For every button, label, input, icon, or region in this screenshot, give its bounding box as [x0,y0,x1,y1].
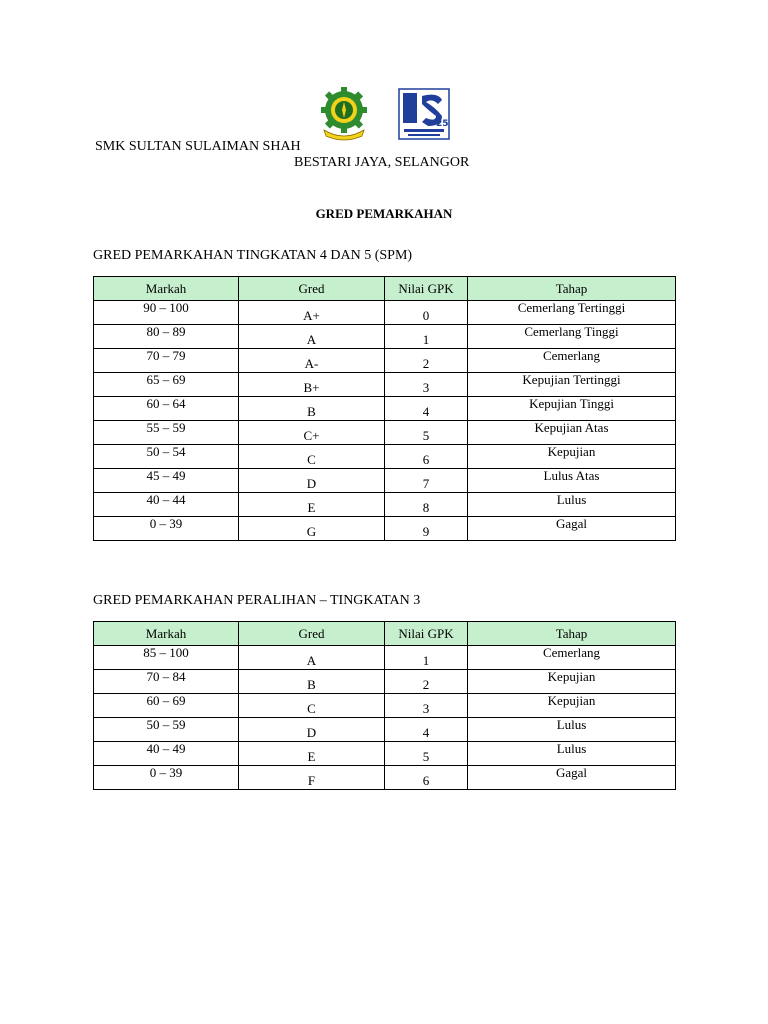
nilai-gpk-cell [385,670,468,694]
markah-cell [94,493,239,517]
tahap-cell-text: Kepujian [547,443,596,459]
markah-cell-text: 90 – 100 [143,299,189,315]
markah-cell-text: 85 – 100 [143,644,189,660]
table-row [94,766,676,790]
markah-cell-text: 70 – 79 [146,347,186,363]
nilai-gpk-cell [385,493,468,517]
tahap-cell [468,694,676,718]
gred-cell-text: A+ [303,307,320,323]
gred-cell-text: C+ [303,427,320,443]
table-row [94,421,676,445]
nilai-gpk-cell [385,718,468,742]
gred-cell-text: C [307,451,316,467]
tahap-cell [468,349,676,373]
tahap-cell [468,742,676,766]
markah-cell-text: 40 – 44 [146,491,186,507]
table-header-row [94,277,676,301]
gred-cell-text: G [306,523,317,539]
markah-cell-text: 70 – 84 [146,668,186,684]
section-title-peralihan: GRED PEMARKAHAN PERALIHAN – TINGKATAN 3 [93,593,421,608]
markah-cell-text: 0 – 39 [149,764,183,780]
nilai-gpk-cell [385,469,468,493]
nilai-gpk-cell-text: 5 [422,427,430,443]
markah-cell [94,646,239,670]
gred-cell [239,766,385,790]
gred-cell-text: B [307,676,316,692]
gred-cell [239,301,385,325]
gred-cell-text: A- [304,355,319,371]
tahap-cell-text: Cemerlang Tinggi [524,323,619,339]
nilai-gpk-cell-text: 3 [422,700,430,716]
anniversary-logo [398,88,450,140]
tahap-cell [468,493,676,517]
markah-cell [94,349,239,373]
nilai-gpk-cell-text: 7 [422,475,430,491]
column-header: Tahap [468,622,676,646]
gred-cell [239,397,385,421]
tahap-cell-text: Gagal [555,764,588,780]
tahap-cell [468,766,676,790]
grade-table-spm [93,276,676,541]
nilai-gpk-cell-text: 6 [422,451,430,467]
table-row [94,301,676,325]
table-row [94,694,676,718]
page-title: GRED PEMARKAHAN [315,206,453,221]
nilai-gpk-cell [385,397,468,421]
gred-cell [239,517,385,541]
tahap-cell [468,646,676,670]
tahap-cell [468,373,676,397]
gred-cell-text: E [307,499,316,515]
tahap-cell [468,397,676,421]
markah-cell [94,325,239,349]
nilai-gpk-cell-text: 6 [422,772,430,788]
tahap-cell-text: Lulus Atas [543,467,600,483]
markah-cell [94,517,239,541]
table-header-row [94,622,676,646]
tahap-cell-text: Kepujian [547,668,596,684]
table-row [94,349,676,373]
tahap-cell-text: Lulus [556,491,587,507]
markah-cell-text: 60 – 69 [146,692,186,708]
nilai-gpk-cell-text: 5 [422,748,430,764]
markah-cell [94,766,239,790]
tahap-cell [468,469,676,493]
tahap-cell [468,718,676,742]
nilai-gpk-cell-text: 1 [422,331,430,347]
section-title-spm: GRED PEMARKAHAN TINGKATAN 4 DAN 5 (SPM) [93,248,413,263]
nilai-gpk-cell [385,694,468,718]
tahap-cell [468,301,676,325]
markah-cell-text: 80 – 89 [146,323,186,339]
gred-cell [239,646,385,670]
nilai-gpk-cell [385,301,468,325]
table-row [94,445,676,469]
tahap-cell-text: Gagal [555,515,588,531]
markah-cell-text: 55 – 59 [146,419,186,435]
gred-cell-text: D [306,475,317,491]
nilai-gpk-cell [385,646,468,670]
table-row [94,325,676,349]
gred-cell [239,469,385,493]
nilai-gpk-cell-text: 4 [422,724,430,740]
table-row [94,742,676,766]
column-header: Nilai GPK [385,277,468,301]
gred-cell [239,493,385,517]
column-header: Markah [94,277,239,301]
markah-cell-text: 45 – 49 [146,467,186,483]
markah-cell-text: 60 – 64 [146,395,186,411]
nilai-gpk-cell [385,766,468,790]
markah-cell [94,718,239,742]
school-address: BESTARI JAYA, SELANGOR [294,155,470,170]
nilai-gpk-cell-text: 0 [422,307,430,323]
gred-cell-text: D [306,724,317,740]
gred-cell-text: C [307,700,316,716]
tahap-cell [468,421,676,445]
gred-cell [239,718,385,742]
table-row [94,517,676,541]
markah-cell-text: 40 – 49 [146,740,186,756]
nilai-gpk-cell-text: 8 [422,499,430,515]
markah-cell-text: 50 – 54 [146,443,186,459]
markah-cell [94,445,239,469]
table-row [94,397,676,421]
column-header: Gred [239,277,385,301]
gred-cell [239,421,385,445]
markah-cell-text: 65 – 69 [146,371,186,387]
logo-number-text: 25 [436,119,449,129]
grade-table-peralihan [93,621,676,790]
nilai-gpk-cell [385,517,468,541]
tahap-cell-text: Cemerlang Tertinggi [517,299,626,315]
markah-cell-text: 50 – 59 [146,716,186,732]
school-crest-logo [318,86,370,142]
school-name: SMK SULTAN SULAIMAN SHAH [95,139,301,154]
tahap-cell [468,517,676,541]
column-header: Nilai GPK [385,622,468,646]
tahap-cell [468,670,676,694]
tahap-cell [468,445,676,469]
tahap-cell-text: Lulus [556,740,587,756]
table-row [94,670,676,694]
markah-cell [94,421,239,445]
tahap-cell-text: Cemerlang [542,644,601,660]
tahap-cell-text: Kepujian Atas [534,419,609,435]
nilai-gpk-cell [385,373,468,397]
gred-cell [239,670,385,694]
table-row [94,718,676,742]
nilai-gpk-cell-text: 2 [422,676,430,692]
markah-cell [94,694,239,718]
markah-cell [94,301,239,325]
gred-cell [239,349,385,373]
gred-cell [239,694,385,718]
column-header: Markah [94,622,239,646]
markah-cell [94,742,239,766]
gred-cell-text: A [306,652,317,668]
tahap-cell-text: Kepujian Tinggi [529,395,614,411]
gred-cell-text: E [307,748,316,764]
nilai-gpk-cell-text: 4 [422,403,430,419]
column-header: Gred [239,622,385,646]
gred-cell [239,325,385,349]
nilai-gpk-cell-text: 3 [422,379,430,395]
gred-cell [239,742,385,766]
table-row [94,646,676,670]
tahap-cell-text: Kepujian [547,692,596,708]
nilai-gpk-cell-text: 2 [422,355,430,371]
nilai-gpk-cell [385,742,468,766]
nilai-gpk-cell-text: 9 [422,523,430,539]
tahap-cell-text: Lulus [556,716,587,732]
gred-cell [239,445,385,469]
tahap-cell [468,325,676,349]
tahap-cell-text: Cemerlang [542,347,601,363]
markah-cell-text: 0 – 39 [149,515,183,531]
nilai-gpk-cell [385,445,468,469]
markah-cell [94,373,239,397]
table-row [94,469,676,493]
nilai-gpk-cell [385,325,468,349]
table-row [94,493,676,517]
nilai-gpk-cell [385,349,468,373]
gred-cell-text: A [306,331,317,347]
markah-cell [94,397,239,421]
markah-cell [94,469,239,493]
gred-cell [239,373,385,397]
nilai-gpk-cell [385,421,468,445]
markah-cell [94,670,239,694]
nilai-gpk-cell-text: 1 [422,652,430,668]
column-header: Tahap [468,277,676,301]
gred-cell-text: B+ [303,379,320,395]
tahap-cell-text: Kepujian Tertinggi [522,371,621,387]
gred-cell-text: F [307,772,316,788]
gred-cell-text: B [307,403,316,419]
table-row [94,373,676,397]
